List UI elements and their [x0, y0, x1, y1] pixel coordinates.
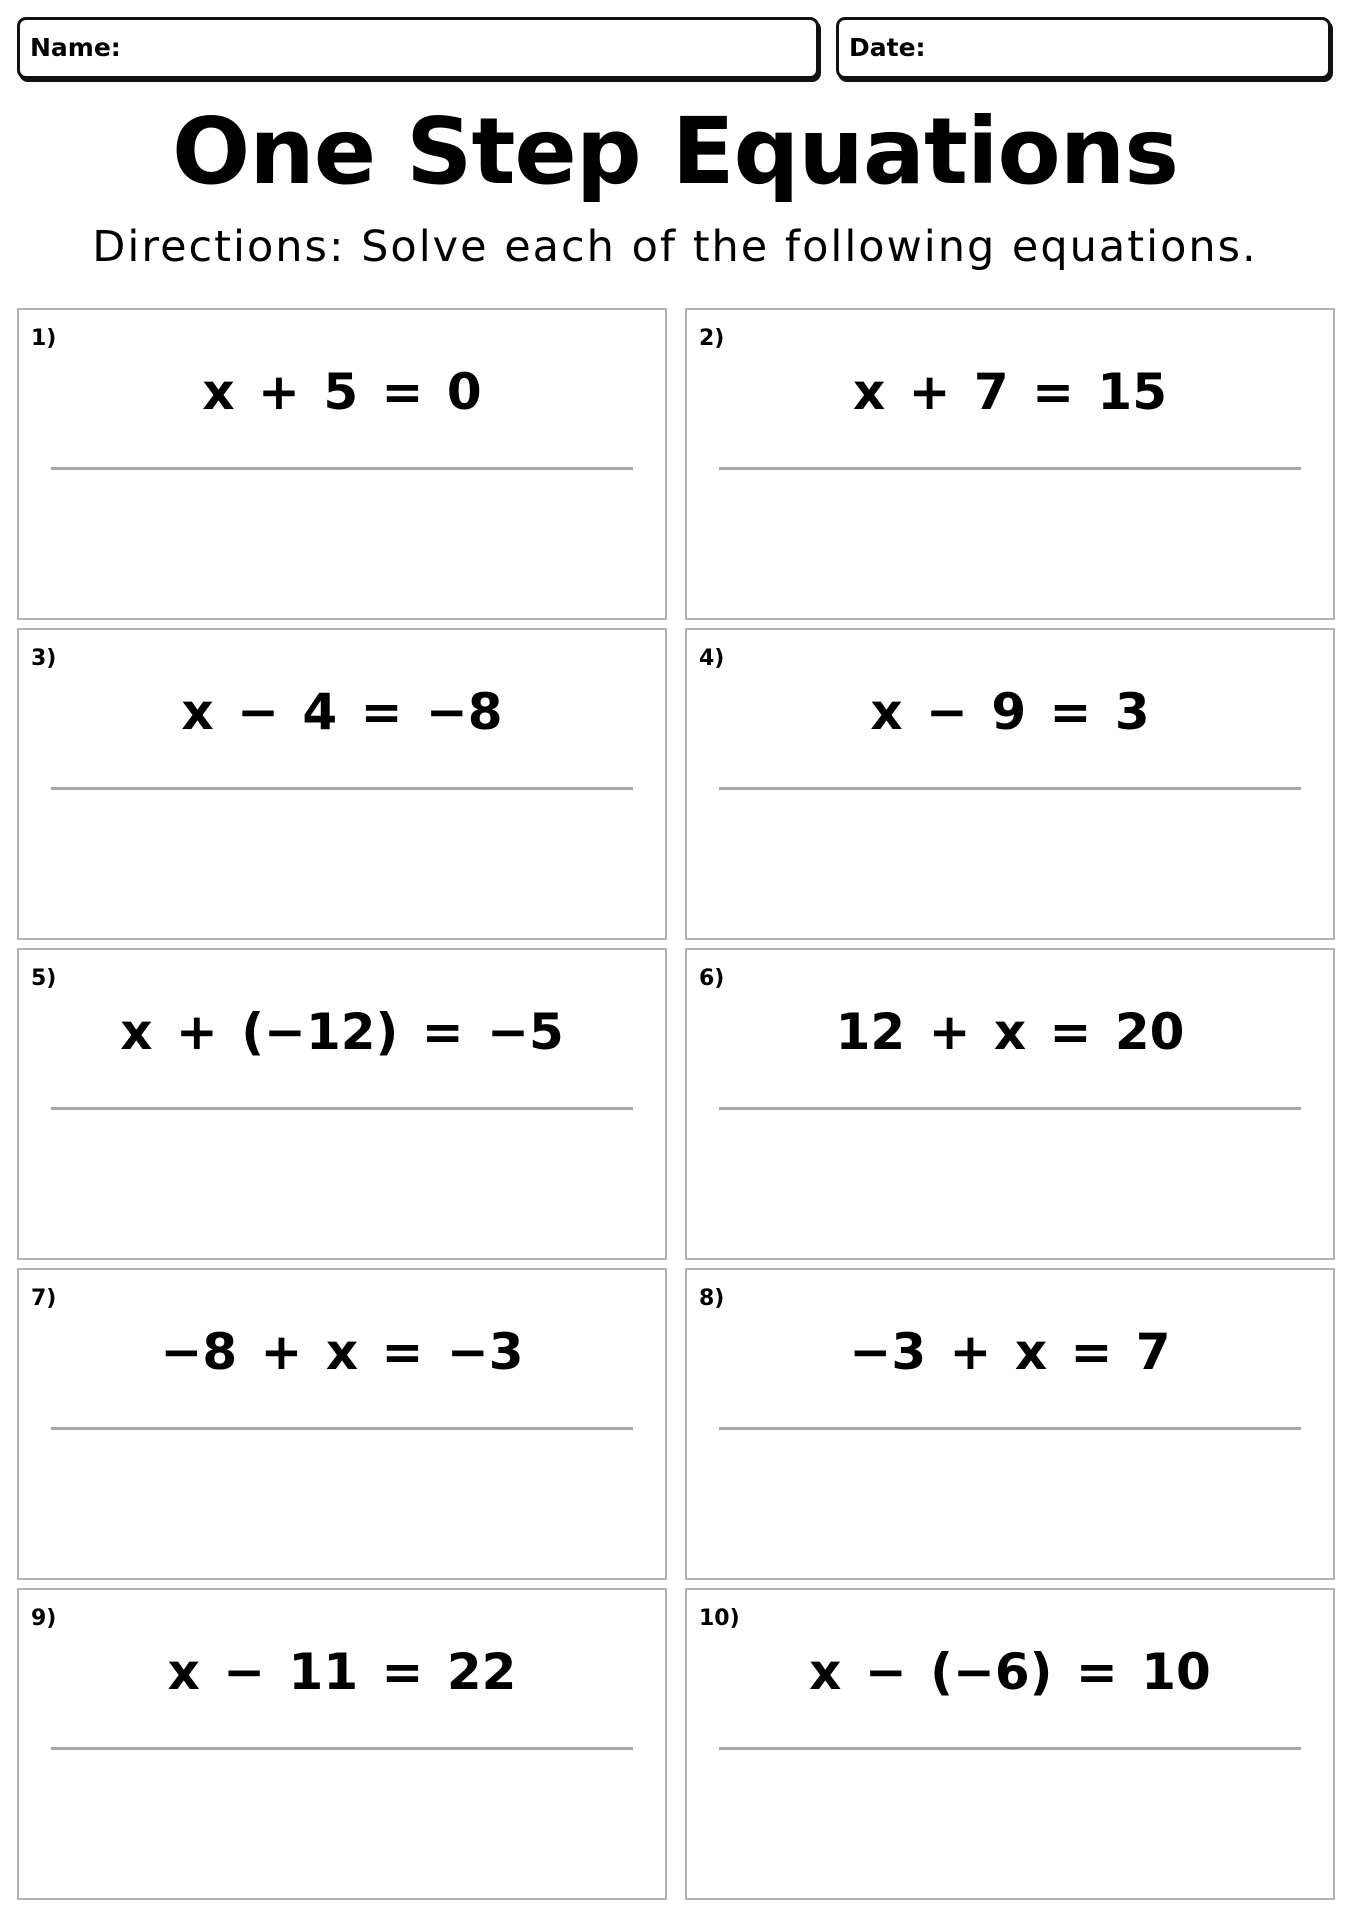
equation-text: x + 5 = 0 — [202, 363, 482, 421]
answer-line[interactable] — [719, 1107, 1301, 1110]
answer-line[interactable] — [51, 1747, 633, 1750]
problem-box-4 — [685, 628, 1335, 940]
equation-text: x + (−12) = −5 — [120, 1003, 564, 1061]
problem-number: 6) — [699, 966, 725, 991]
problem-number: 7) — [31, 1286, 57, 1311]
problem-box-2 — [685, 308, 1335, 620]
equation-text: −8 + x = −3 — [160, 1323, 524, 1381]
problem-number: 5) — [31, 966, 57, 991]
problem-box-10 — [685, 1588, 1335, 1900]
problem-box-5 — [17, 948, 667, 1260]
problem-number: 1) — [31, 326, 57, 351]
name-field[interactable] — [17, 17, 819, 79]
equation-text: x − 9 = 3 — [870, 683, 1150, 741]
problem-number: 3) — [31, 646, 57, 671]
problem-number: 9) — [31, 1606, 57, 1631]
answer-line[interactable] — [51, 1107, 633, 1110]
answer-line[interactable] — [719, 467, 1301, 470]
problem-number: 8) — [699, 1286, 725, 1311]
equation-text: x − 4 = −8 — [181, 683, 503, 741]
equation-text: x − 11 = 22 — [167, 1643, 517, 1701]
answer-line[interactable] — [51, 467, 633, 470]
equation-text: x − (−6) = 10 — [809, 1643, 1211, 1701]
date-field[interactable] — [836, 17, 1331, 79]
name-label: Name: — [30, 33, 121, 62]
equation-text: 12 + x = 20 — [835, 1003, 1185, 1061]
answer-line[interactable] — [719, 787, 1301, 790]
problem-box-9 — [17, 1588, 667, 1900]
problem-box-6 — [685, 948, 1335, 1260]
equation-text: −3 + x = 7 — [849, 1323, 1171, 1381]
answer-line[interactable] — [719, 1747, 1301, 1750]
answer-line[interactable] — [719, 1427, 1301, 1430]
answer-line[interactable] — [51, 1427, 633, 1430]
problem-box-7 — [17, 1268, 667, 1580]
directions-text: Directions: Solve each of the following equations. — [92, 222, 1258, 272]
problem-number: 2) — [699, 326, 725, 351]
answer-line[interactable] — [51, 787, 633, 790]
problem-number: 4) — [699, 646, 725, 671]
equation-text: x + 7 = 15 — [852, 363, 1168, 421]
problem-number: 10) — [699, 1606, 740, 1631]
page-title: One Step Equations — [172, 98, 1178, 205]
date-label: Date: — [849, 33, 926, 62]
problem-box-1 — [17, 308, 667, 620]
problem-box-3 — [17, 628, 667, 940]
problem-box-8 — [685, 1268, 1335, 1580]
